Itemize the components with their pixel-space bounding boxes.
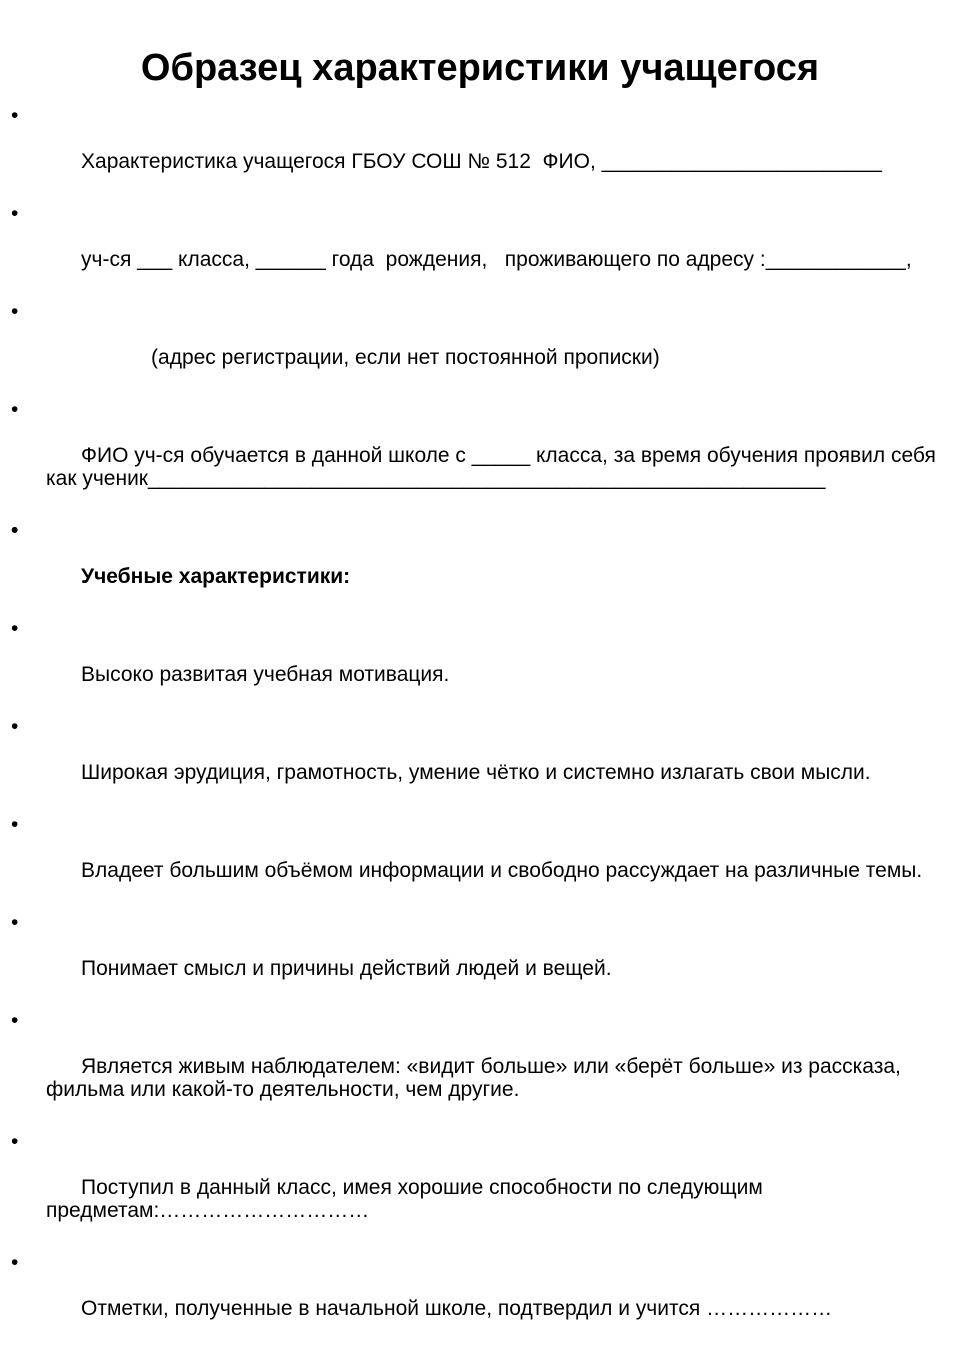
item-text: (адрес регистрации, если нет постоянной прописки): [151, 346, 660, 369]
item-text: Отметки, полученные в начальной школе, подтвердил и учится ………………: [81, 1297, 833, 1320]
section-heading: Учебные характеристики:: [81, 565, 351, 588]
list-item: [0, 1251, 960, 1343]
bullet-icon: •: [11, 1251, 19, 1274]
bullet-icon: •: [11, 1130, 19, 1153]
list-item: [0, 1130, 960, 1245]
item-text: Характеристика учащегося ГБОУ СОШ № 512 ФИО, ________________________: [81, 150, 882, 173]
bullet-icon: •: [11, 300, 19, 323]
bullet-list: [0, 104, 960, 1349]
bullet-icon: •: [11, 911, 19, 934]
list-item: [0, 813, 960, 905]
bullet-icon: •: [11, 202, 19, 225]
item-text: Является живым наблюдателем: «видит больше» или «берёт больше» из рассказа, фильма или какой-то деятельности, чем другие.: [46, 1055, 907, 1101]
list-item: [0, 617, 960, 709]
list-item: [0, 300, 960, 392]
item-text: ФИО уч-ся обучается в данной школе с _____ класса, за время обучения проявил себя как ученик__________________________________________________________: [46, 444, 942, 490]
slide-title: Образец характеристики учащегося: [140, 47, 820, 89]
list-item: [0, 202, 960, 294]
bullet-icon: •: [11, 104, 19, 127]
bullet-icon: •: [11, 715, 19, 738]
list-item: [0, 104, 960, 196]
list-item: [0, 1009, 960, 1124]
list-item: [0, 398, 960, 513]
list-item: [0, 715, 960, 807]
item-text: Понимает смысл и причины действий людей и вещей.: [81, 957, 612, 980]
list-item: [0, 519, 960, 611]
bullet-icon: •: [11, 1009, 19, 1032]
item-text: Владеет большим объёмом информации и свободно рассуждает на различные темы.: [81, 859, 923, 882]
item-text: Широкая эрудиция, грамотность, умение чётко и системно излагать свои мысли.: [81, 761, 871, 784]
bullet-icon: •: [11, 617, 19, 640]
item-text: Поступил в данный класс, имея хорошие способности по следующим предметам:…………………………: [46, 1176, 769, 1222]
item-text: Высоко развитая учебная мотивация.: [81, 663, 450, 686]
item-text: уч-ся ___ класса, ______ года рождения, проживающего по адресу :____________,: [81, 248, 912, 271]
list-item: [0, 911, 960, 1003]
bullet-icon: •: [11, 519, 19, 542]
bullet-icon: •: [11, 813, 19, 836]
bullet-icon: •: [11, 398, 19, 421]
